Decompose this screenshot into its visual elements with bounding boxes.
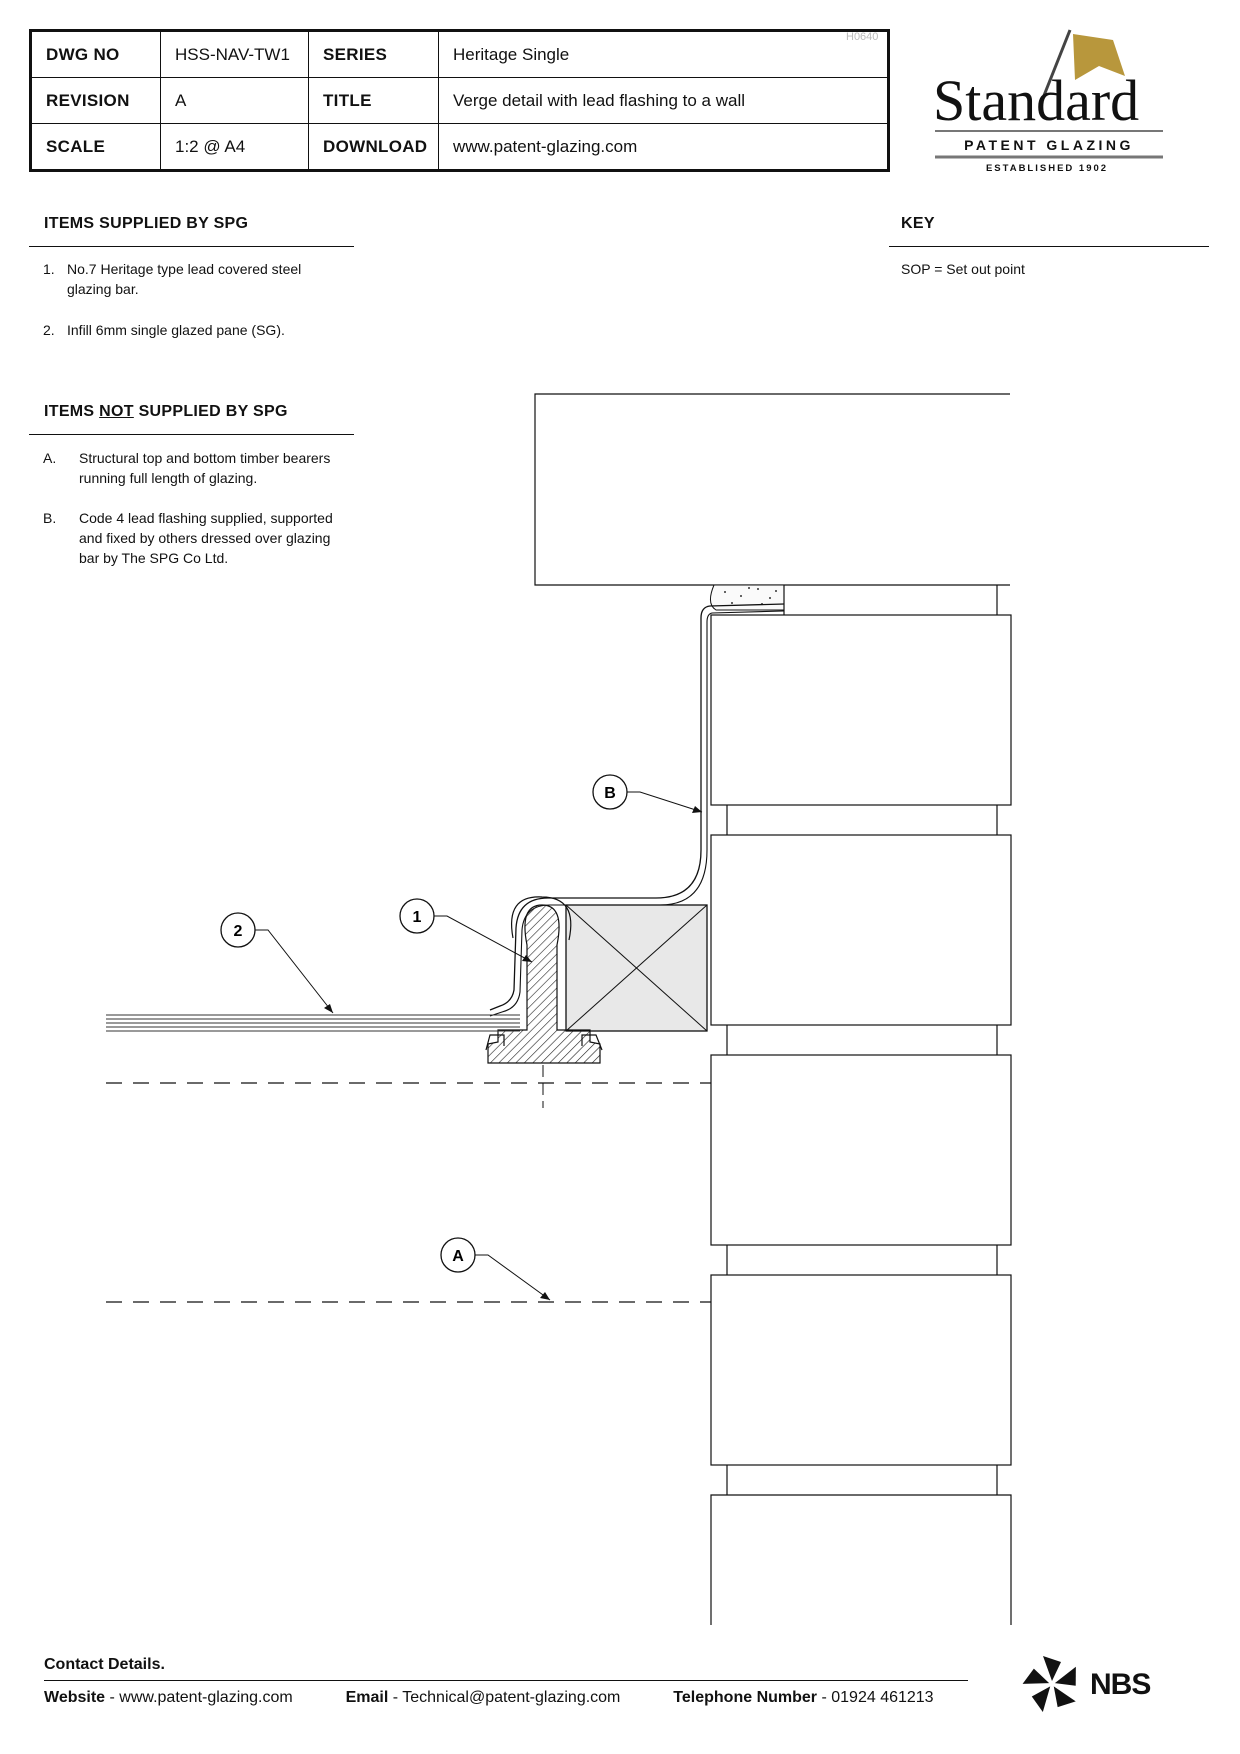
- key-entry-sop: SOP = Set out point: [901, 261, 1025, 277]
- nbs-flower-icon: [1023, 1656, 1082, 1712]
- heading-part: ITEMS: [44, 403, 100, 420]
- download-label: DOWNLOAD: [309, 124, 439, 170]
- email-label: Email: [345, 1689, 389, 1706]
- glass-pane: [106, 1015, 520, 1031]
- callout-label: 2: [233, 923, 243, 940]
- brick: [711, 1055, 1011, 1245]
- wall-coping-block: [535, 394, 1010, 585]
- separator: -: [392, 1689, 399, 1706]
- callout-b: [593, 775, 702, 813]
- contact-details-heading: Contact Details.: [44, 1656, 165, 1673]
- separator: -: [109, 1689, 115, 1706]
- item-text-line-1: Code 4 lead flashing supplied, supported: [79, 510, 333, 526]
- brick: [711, 615, 1011, 805]
- callout-label: B: [604, 785, 616, 802]
- callout-2: [221, 913, 333, 1013]
- key-heading: KEY: [901, 215, 935, 232]
- series-value: Heritage Single: [439, 32, 888, 78]
- drawing-ref-code: H0640: [846, 31, 879, 43]
- logo-tagline: PATENT GLAZING: [964, 137, 1134, 153]
- callout-a: [441, 1238, 550, 1300]
- scale-label: SCALE: [32, 124, 161, 170]
- brick-wall: [711, 585, 1011, 1625]
- item-text-line-1: No.7 Heritage type lead covered steel: [67, 261, 302, 277]
- nbs-wordmark: NBS: [1090, 1668, 1151, 1701]
- nbs-logo: [1022, 1653, 1152, 1715]
- phone-label: Telephone Number: [673, 1689, 818, 1706]
- items-supplied-heading: ITEMS SUPPLIED BY SPG: [44, 215, 249, 232]
- item-number: 2.: [43, 322, 55, 338]
- item-number: 1.: [43, 261, 55, 277]
- website-label: Website: [44, 1689, 106, 1706]
- callout-label: 1: [412, 909, 422, 926]
- dwg-no-label: DWG NO: [32, 32, 161, 78]
- contact-details-line: [44, 1689, 934, 1707]
- title-value: Verge detail with lead flashing to a wall: [439, 78, 888, 124]
- item-text-line-2: glazing bar.: [67, 281, 139, 297]
- item-letter: A.: [43, 450, 57, 466]
- item-letter: B.: [43, 510, 57, 526]
- phone-number[interactable]: 01924 461213: [831, 1689, 934, 1706]
- dwg-no-value: HSS-NAV-TW1: [161, 32, 309, 78]
- title-label: TITLE: [309, 78, 439, 124]
- item-text-line-2: and fixed by others dressed over glazing: [79, 530, 331, 546]
- item-text-line-1: Structural top and bottom timber bearers: [79, 450, 331, 466]
- callout-label: A: [452, 1248, 464, 1265]
- brick: [711, 835, 1011, 1025]
- item-text-line-3: bar by The SPG Co Ltd.: [79, 550, 229, 566]
- brick: [711, 1275, 1011, 1465]
- separator: -: [821, 1689, 827, 1706]
- revision-label: REVISION: [32, 78, 161, 124]
- email-link[interactable]: Technical@patent-glazing.com: [402, 1689, 621, 1706]
- website-link[interactable]: www.patent-glazing.com: [119, 1689, 293, 1706]
- scale-value: 1:2 @ A4: [161, 124, 309, 170]
- item-text-line-1: Infill 6mm single glazed pane (SG).: [67, 322, 285, 338]
- logo-wordmark: Standard: [933, 68, 1140, 133]
- heading-not-underlined: NOT: [99, 403, 134, 420]
- download-link[interactable]: www.patent-glazing.com: [439, 124, 888, 170]
- divider: [44, 1680, 968, 1681]
- heading-part: SUPPLIED BY SPG: [133, 403, 288, 420]
- logo-established: ESTABLISHED 1902: [985, 163, 1109, 174]
- item-text-line-2: running full length of glazing.: [79, 470, 258, 486]
- revision-value: A: [161, 78, 309, 124]
- series-label: SERIES: [309, 32, 439, 78]
- brick: [711, 1495, 1011, 1625]
